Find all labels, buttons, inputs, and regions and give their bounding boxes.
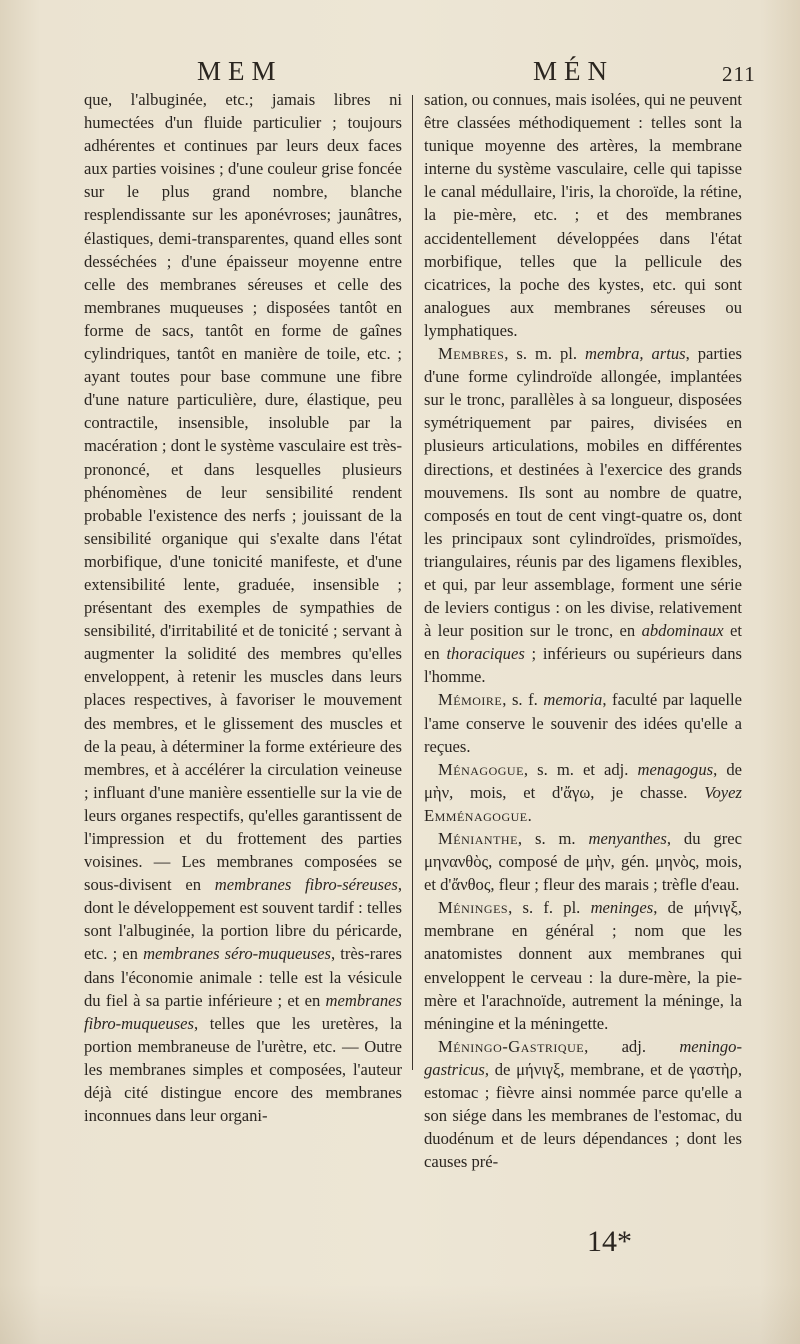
body-text: , du grec μηνανθὸς, composé de μὴν, gén. μηνὸς, mois, et d'ἄνθος, fleur ; fleur des marais ; trèfle d'eau. xyxy=(424,829,742,895)
body-text: . xyxy=(527,805,532,825)
entry-headword: Mémoire xyxy=(438,690,503,710)
page-shade xyxy=(0,1284,800,1344)
dictionary-entry xyxy=(424,827,742,896)
italic-term: meningo-gastricus xyxy=(424,1036,742,1079)
body-text: que, l'albuginée, etc.; jamais libres ni humectées d'un fluide particulier ; toujours adhérentes et continues par leurs deux faces aux parties voisines ; d'une couleur grise foncée sur le plus grand nombre, blanche resplendissante sur les aponévroses; jaunâtres, élastiques, demi-transparentes, quand elles sont desséchées ; d'une épaisseur moyenne entre celle des membranes séreuses et celle des membranes muqueuses ; disposées tantôt en forme de sacs, tantôt en forme de gaînes cylindriques, tantôt en manière de toile, etc. ; ayant toutes pour base commune une fibre d'une nature particulière, dure, élastique, peu contractile, insensible, insoluble par la macération ; dont le système vasculaire est très-prononcé, et dans lesquelles plusieurs phénomènes de leur sensibilité rendent probable l'existence des nerfs ; jouissant de la sensibilité organique qui s'exalte dans l'état morbifique, d'une tonicité manifeste, et d'une extensibilité lente, graduée, insensible ; présentant des exemples de sympathies de sensibilité, d'irritabilité et de tonicité ; servant à augmenter la solidité des membres qu'elles enveloppent, à retenir les muscles dans leurs places respectives, à favoriser le mouvement des membres, et le glissement des muscles et de la peau, à déterminer la forme extérieure des membres, et à accélérer la circulation veineuse ; influant d'une manière essentielle sur la vie de leurs organes respectifs, qu'elles garantissent de l'impression et du frottement des parties voisines. — Les membranes composées se sous-divisent en xyxy=(84,90,402,895)
italic-term: menyanthes xyxy=(588,829,667,848)
entry-headword: Méninges xyxy=(438,898,509,918)
italic-term: abdominaux xyxy=(641,621,724,641)
italic-term: Voyez xyxy=(704,782,742,802)
body-text: , parties d'une forme cylindroïde allongée, implantées sur le tronc, parallèles à sa longueur, disposées symétriquement par paires, divisées en plusieurs articulations, mobiles en différentes directions, et destinées à l'exercice des grands mouvemens. Ils sont au nombre de quatre, composés en tout de cent vingt-quatre os, dont les principaux sont cylindroïdes, prismoïdes, triangulaires, réunis par des ligamens flexibles, et qui, par leur assemblage, forment une série de leviers contigus : on les divise, relativement à leur position sur le tronc, en xyxy=(424,344,742,641)
body-text: ; inférieurs ou supérieurs dans l'homme. xyxy=(424,644,743,687)
body-text: , dont le développement est souvent tardif : telles sont l'albuginée, la portion libre du péricarde, etc. ; en xyxy=(84,875,402,964)
entry-headword: Membres xyxy=(438,344,505,364)
italic-term: memoria xyxy=(543,690,603,710)
body-text: , très-rares dans l'économie animale : telle est la vésicule du fiel à sa partie inférieure ; et en xyxy=(84,944,402,1010)
entry-headword: Méningo-Gastrique xyxy=(438,1036,585,1056)
body-text: , de μήνιγξ, membrane en général ; nom que les anatomistes donnent aux membranes qui enveloppent le cerveau : la dure-mère, la pie-mère et l'arachnoïde, autrement la méninge, la méningine et la méningette. xyxy=(424,898,742,1033)
running-head-left: MEM xyxy=(197,56,283,86)
right-column-continuation: sation, ou connues, mais isolées, qui ne peuvent être classées méthodiquement : telles sont la tunique moyenne des artères, la membrane interne du système vasculaire, celle qui tapisse le canal médullaire, l'iris, la choroïde, la rétine, la pie-mère, etc. ; et des membranes accidentellement développées dans l'état morbifique, telles que la pellicule des cicatrices, la poche des kystes, etc. qui sont analogues aux membranes séreuses ou lymphatiques. xyxy=(424,90,742,340)
dictionary-entry xyxy=(424,896,742,1035)
body-text: et en xyxy=(424,621,742,664)
dictionary-entry xyxy=(424,688,742,757)
italic-term: menagogus xyxy=(637,759,714,779)
entry-headword: Ménianthe xyxy=(438,829,518,848)
italic-term: membranes séro-muqueuses xyxy=(143,944,331,964)
dictionary-entry xyxy=(424,758,742,827)
body-text: , s. m. pl. xyxy=(504,344,586,364)
dictionary-entry xyxy=(424,342,742,688)
signature-mark: 14* xyxy=(587,1225,632,1258)
running-head-right: MÉN xyxy=(533,56,614,86)
body-text: , de μήνιγξ, membrane, et de γαστὴρ, estomac ; fièvre ainsi nommée parce qu'elle a son siége dans les membranes de l'estomac, du duodénum et de leurs dépendances ; dont les causes pré- xyxy=(424,1059,742,1172)
page-number: 211 xyxy=(722,62,756,86)
dictionary-entry xyxy=(424,1035,742,1174)
body-text: , telles que les uretères, la portion membraneuse de l'urètre, etc. — Outre les membranes simples et composées, l'auteur déjà cité distingue encore des membranes inconnues dans leur organi- xyxy=(84,1013,402,1126)
body-text: , s. m. et adj. xyxy=(523,759,638,779)
right-column xyxy=(424,88,742,1173)
body-text: , faculté par laquelle l'ame conserve le souvenir des idées qu'elle a reçues. xyxy=(424,690,742,756)
body-text: , s. f. xyxy=(502,690,544,710)
dictionary-entries xyxy=(424,342,742,1173)
left-column-paragraph xyxy=(84,88,402,1127)
italic-term: membranes fibro-muqueuses xyxy=(84,990,402,1033)
cross-reference: Emménagogue xyxy=(424,805,528,825)
italic-term: membranes fibro-séreuses xyxy=(214,875,398,895)
italic-term: thoraciques xyxy=(446,644,525,664)
italic-term: meninges xyxy=(590,898,654,918)
body-text: , de μὴν, mois, et d'ἄγω, je chasse. xyxy=(424,759,742,802)
entry-headword: Ménagogue xyxy=(438,759,524,779)
italic-term: membra, artus xyxy=(585,344,686,364)
body-text: , s. m. xyxy=(517,829,589,848)
body-text: , adj. xyxy=(584,1036,680,1056)
column-divider xyxy=(412,95,413,1070)
body-text: , s. f. pl. xyxy=(508,898,591,918)
left-column xyxy=(84,88,402,1127)
